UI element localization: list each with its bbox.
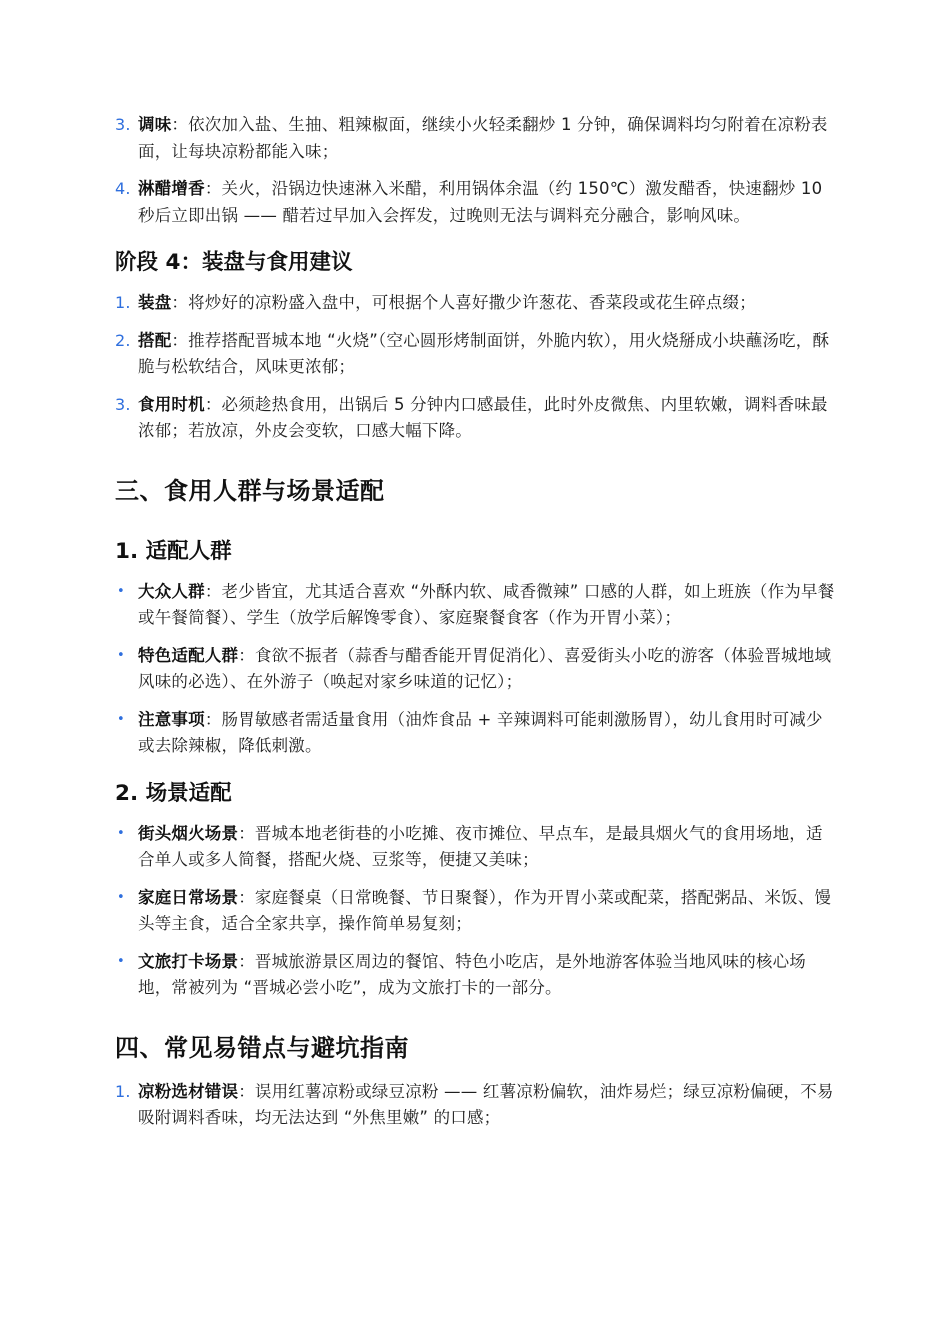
list-number: 1. <box>115 1081 131 1101</box>
list-number: 4. <box>115 179 131 198</box>
list-item <box>115 821 835 874</box>
section4-heading: 四、常见易错点与避坑指南 <box>115 1033 409 1062</box>
list-item <box>115 1079 835 1132</box>
item-term: 特色适配人群 <box>138 645 239 665</box>
list-item <box>115 176 835 229</box>
item-text: 晋城旅游景区周边的餐馆、特色小吃店，是外地游客体验当地风味的核心场地，常被列为 “晋城必尝小吃”，成为文旅打卡的一部分。 <box>138 951 807 997</box>
item-term: 淋醋增香 <box>138 179 205 198</box>
bullet-icon: • <box>117 647 125 663</box>
colon: ： <box>204 581 222 601</box>
section3-sub2-heading: 2. 场景适配 <box>115 780 232 806</box>
document-page <box>115 112 835 1143</box>
item-term: 家庭日常场景 <box>138 887 239 907</box>
item-term: 装盘 <box>138 293 172 312</box>
list-item <box>115 949 835 1002</box>
list-item <box>115 885 835 938</box>
item-term: 搭配 <box>138 330 172 350</box>
colon: ： <box>171 330 189 350</box>
bullet-icon: • <box>117 889 125 905</box>
list-item <box>115 392 835 445</box>
item-term: 文旅打卡场景 <box>138 951 239 971</box>
colon: ： <box>204 179 222 198</box>
scenario-list <box>115 821 835 1002</box>
list-item <box>115 707 835 760</box>
item-text: 推荐搭配晋城本地 “火烧”（空心圆形烤制面饼，外脆内软），用火烧掰成小块蘸汤吃，酥脆与松软结合，风味更浓郁； <box>138 330 830 376</box>
item-text: 将炒好的凉粉盛入盘中，可根据个人喜好撒少许葱花、香菜段或花生碎点缀； <box>188 293 756 312</box>
list-number: 3. <box>115 394 131 414</box>
colon: ： <box>171 293 189 312</box>
bullet-icon: • <box>117 825 125 841</box>
colon: ： <box>238 951 255 971</box>
colon: ： <box>204 394 222 414</box>
item-term: 食用时机 <box>138 394 205 414</box>
section3-sub1-heading: 1. 适配人群 <box>115 538 232 564</box>
colon: ： <box>204 709 222 729</box>
list-item <box>115 579 835 632</box>
item-text: 关火，沿锅边快速淋入米醋，利用锅体余温（约 150℃）激发醋香，快速翻炒 10 秒后立即出锅 —— 醋若过早加入会挥发，过晚则无法与调料充分融合，影响风味。 <box>138 179 823 225</box>
list-item <box>115 290 835 317</box>
list-item <box>115 112 835 165</box>
item-text: 家庭餐桌（日常晚餐、节日聚餐），作为开胃小菜或配菜，搭配粥品、米饭、馒头等主食，适合全家共享，操作简单易复刻； <box>138 887 832 933</box>
item-text: 依次加入盐、生抽、粗辣椒面，继续小火轻柔翻炒 1 分钟，确保调料均匀附着在凉粉表面，让每块凉粉都能入味； <box>138 115 828 161</box>
list-item <box>115 328 835 381</box>
colon: ： <box>238 645 255 665</box>
item-text: 食欲不振者（蒜香与醋香能开胃促消化）、喜爱街头小吃的游客（体验晋城地域风味的必选）、在外游子（唤起对家乡味道的记忆）； <box>138 645 832 691</box>
item-term: 大众人群 <box>138 581 205 601</box>
item-text: 误用红薯凉粉或绿豆凉粉 —— 红薯凉粉偏软，油炸易烂；绿豆凉粉偏硬，不易吸附调料香味，均无法达到 “外焦里嫩” 的口感； <box>138 1081 834 1127</box>
bullet-icon: • <box>117 953 125 969</box>
item-term: 凉粉选材错误 <box>138 1081 239 1101</box>
colon: ： <box>238 887 255 907</box>
stage4-list <box>115 290 835 445</box>
list-item <box>115 643 835 696</box>
item-text: 必须趁热食用，出锅后 5 分钟内口感最佳，此时外皮微焦、内里软嫩，调料香味最浓郁；若放凉，外皮会变软，口感大幅下降。 <box>138 394 828 440</box>
audience-list <box>115 579 835 760</box>
bullet-icon: • <box>117 583 125 599</box>
item-term: 注意事项 <box>138 709 205 729</box>
item-term: 调味 <box>138 115 172 134</box>
item-term: 街头烟火场景 <box>138 823 239 843</box>
item-text: 晋城本地老街巷的小吃摊、夜市摊位、早点车，是最具烟火气的食用场地，适合单人或多人简餐，搭配火烧、豆浆等，便捷又美味； <box>138 823 823 869</box>
colon: ： <box>238 823 255 843</box>
stage4-heading: 阶段 4：装盘与食用建议 <box>115 250 353 275</box>
colon: ： <box>171 115 189 134</box>
item-text: 老少皆宜，尤其适合喜欢 “外酥内软、咸香微辣” 口感的人群，如上班族（作为早餐或午餐简餐）、学生（放学后解馋零食）、家庭聚餐食客（作为开胃小菜）； <box>138 581 835 627</box>
item-text: 肠胃敏感者需适量食用（油炸食品 + 辛辣调料可能刺激肠胃），幼儿食用时可减少或去除辣椒，降低刺激。 <box>138 709 823 755</box>
list-number: 2. <box>115 330 131 350</box>
pitfall-list <box>115 1079 835 1132</box>
section3-heading: 三、食用人群与场景适配 <box>115 476 385 505</box>
list-number: 1. <box>115 293 131 312</box>
colon: ： <box>238 1081 255 1101</box>
bullet-icon: • <box>117 711 125 727</box>
stage3-step-list <box>115 112 835 229</box>
list-number: 3. <box>115 115 131 134</box>
